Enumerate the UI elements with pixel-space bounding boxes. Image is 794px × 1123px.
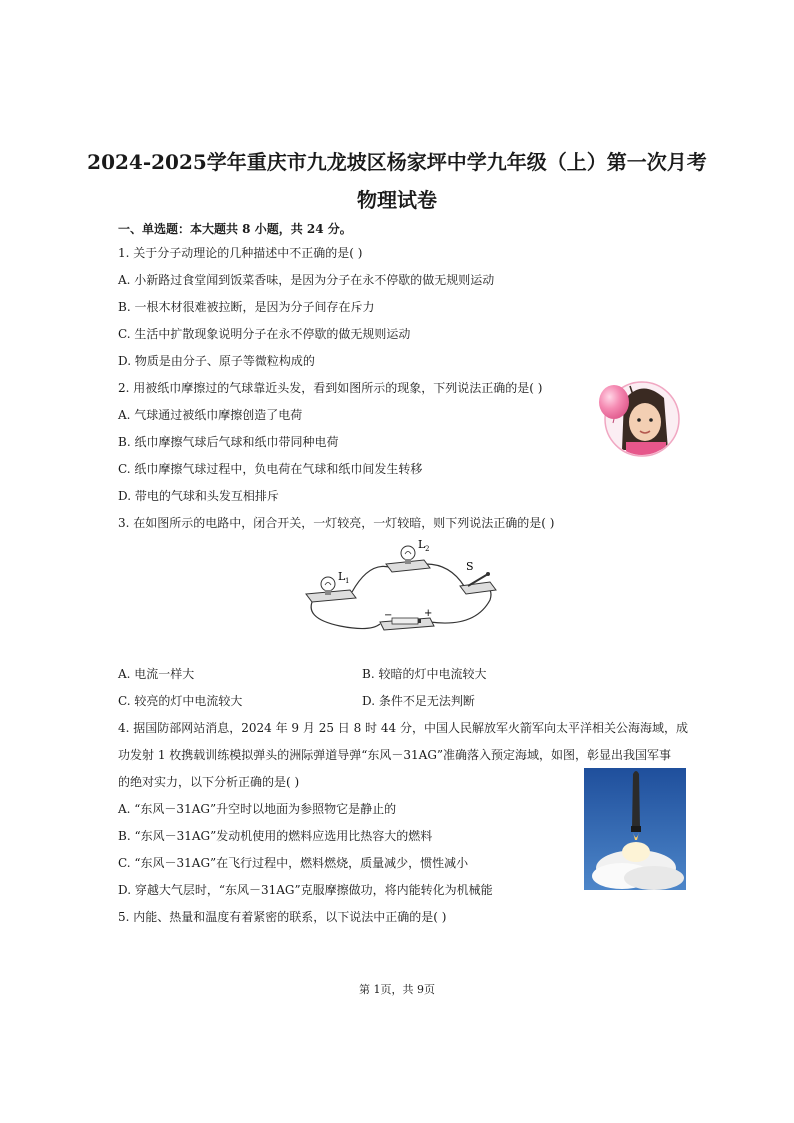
missile-launch-photo (584, 768, 686, 890)
q2-option-c: C. 纸巾摩擦气球过程中，负电荷在气球和纸巾间发生转移 (118, 462, 423, 476)
label-l2-subscript: 2 (425, 545, 430, 553)
q1-option-d: D. 物质是由分子、原子等微粒构成的 (118, 354, 315, 368)
q3-option-d: D. 条件不足无法判断 (362, 694, 475, 708)
q4-stem-line1: 4. 据国防部网站消息，2024 年 9 月 25 日 8 时 44 分，中国人民解放军火箭军向太平洋相关公海海域，成 (118, 721, 688, 735)
q1-option-c: C. 生活中扩散现象说明分子在永不停歇的做无规则运动 (118, 327, 411, 341)
q4-option-a: A. “东风－31AG”升空时以地面为参照物它是静止的 (118, 802, 397, 816)
q4-option-b: B. “东风－31AG”发动机使用的燃料应选用比热容大的燃料 (118, 829, 433, 843)
label-l2: L (418, 538, 426, 551)
q3-stem: 3. 在如图所示的电路中，闭合开关，一灯较亮，一灯较暗，则下列说法正确的是( ) (118, 516, 555, 530)
q4-option-c: C. “东风－31AG”在飞行过程中，燃料燃烧，质量减少，惯性减小 (118, 856, 469, 870)
page-number: 第 1页，共 9页 (359, 983, 435, 996)
q2-stem: 2. 用被纸巾摩擦过的气球靠近头发，看到如图所示的现象，下列说法正确的是( ) (118, 381, 543, 395)
q3-option-b: B. 较暗的灯中电流较大 (362, 667, 487, 681)
section-heading: 一、单选题：本大题共 8 小题，共 24 分。 (118, 222, 352, 236)
q5-stem: 5. 内能、热量和温度有着紧密的联系，以下说法中正确的是( ) (118, 910, 447, 924)
girl-balloon-figure (594, 380, 684, 458)
q2-option-d: D. 带电的气球和头发互相排斥 (118, 489, 279, 503)
label-s: S (466, 560, 474, 573)
q1-stem: 1. 关于分子动理论的几种描述中不正确的是( ) (118, 246, 363, 260)
q3-option-a: A. 电流一样大 (118, 667, 195, 681)
q4-option-d: D. 穿越大气层时，“东风－31AG”克服摩擦做功，将内能转化为机械能 (118, 883, 493, 897)
exam-title-line1: 2024-2025学年重庆市九龙坡区杨家坪中学九年级（上）第一次月考 (87, 150, 707, 174)
q4-stem-line3: 的绝对实力，以下分析正确的是( ) (118, 775, 300, 789)
q4-stem-line2: 功发射 1 枚携载训练模拟弹头的洲际弹道导弹“东风－31AG”准确落入预定海域，如图，彰显出我国军事 (118, 748, 672, 762)
exam-title-line2: 物理试卷 (357, 188, 437, 212)
circuit-diagram (300, 538, 500, 634)
q3-option-c: C. 较亮的灯中电流较大 (118, 694, 243, 708)
q1-option-b: B. 一根木材很难被拉断，是因为分子间存在斥力 (118, 300, 375, 314)
q2-option-b: B. 纸巾摩擦气球后气球和纸巾带同种电荷 (118, 435, 339, 449)
label-plus: + (424, 608, 433, 619)
label-l1-subscript: 1 (345, 577, 350, 585)
q2-option-a: A. 气球通过被纸巾摩擦创造了电荷 (118, 408, 303, 422)
switch-s (460, 572, 496, 594)
q1-option-a: A. 小新路过食堂闻到饭菜香味，是因为分子在永不停歇的做无规则运动 (118, 273, 495, 287)
label-minus: − (384, 610, 393, 621)
label-l1: L (338, 570, 346, 583)
